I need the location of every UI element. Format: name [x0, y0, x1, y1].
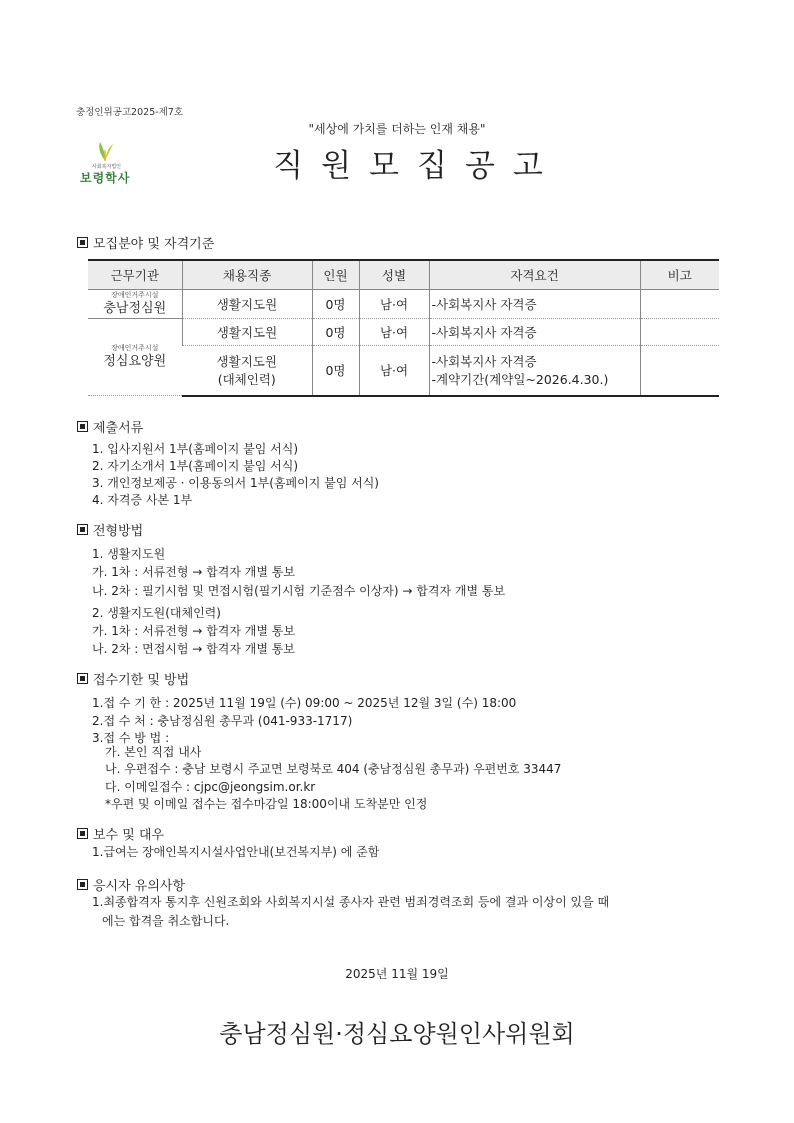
- table-cell-job: 생활지도원: [182, 319, 312, 346]
- section-heading-selection: [77, 520, 143, 539]
- logo-name: 보령학사: [80, 171, 131, 185]
- section-title: 접수기한 및 방법: [93, 673, 190, 688]
- square-bullet-icon: [77, 673, 88, 684]
- table-header: 인원: [312, 260, 359, 290]
- list-item: 1. 입사지원서 1부(홈페이지 붙임 서식): [92, 442, 298, 456]
- list-item: 나. 2차 : 면접시험 → 합격자 개별 통보: [92, 642, 295, 656]
- list-item: 가. 1차 : 서류전형 → 합격자 개별 통보: [92, 565, 295, 579]
- table-cell-note: [640, 290, 719, 319]
- section-heading-documents: [77, 417, 143, 436]
- org-name: 충남정심원: [103, 301, 167, 316]
- list-item: 1.접 수 기 한 : 2025년 11월 19일 (수) 09:00 ~ 2025년 12월 3일 (수) 18:00: [92, 696, 517, 710]
- section-title: 제출서류: [93, 421, 144, 436]
- list-item: 3.접 수 방 법 :: [92, 731, 170, 745]
- announcement-date: 2025년 11월 19일: [345, 967, 449, 981]
- table-row: [88, 319, 719, 346]
- table-header: 근무기관: [88, 260, 182, 290]
- table-cell-gender: 남·여: [359, 290, 429, 319]
- table-cell-note: [640, 319, 719, 346]
- table-cell-job: 생활지도원: [182, 290, 312, 319]
- organization-logo: [80, 140, 140, 184]
- table-cell-count: 0명: [312, 290, 359, 319]
- square-bullet-icon: [77, 828, 88, 839]
- table-header: 자격요건: [429, 260, 640, 290]
- issuer-signature: 충남정심원·정심요양원인사위원회: [219, 1020, 575, 1048]
- table-cell-qualification: [429, 346, 640, 396]
- list-item: 2. 생활지도원(대체인력): [92, 606, 221, 620]
- table-header: 성별: [359, 260, 429, 290]
- table-header: 비고: [640, 260, 719, 290]
- table-cell-job: [182, 346, 312, 396]
- list-item: 에는 합격을 취소합니다.: [102, 914, 230, 928]
- recruitment-table: [88, 259, 719, 397]
- list-item: 나. 우편접수 : 충남 보령시 주교면 보령북로 404 (충남정심원 총무과) 우편번호 33447: [105, 762, 562, 776]
- table-cell-org: [88, 290, 182, 319]
- table-cell-org: [88, 319, 182, 396]
- list-item: 4. 자격증 사본 1부: [92, 493, 193, 507]
- document-number: 충정인위공고2025-제7호: [76, 107, 184, 118]
- section-heading-compensation: [77, 824, 164, 843]
- contract-period-line: -계약기간(계약일~2026.4.30.): [431, 372, 609, 388]
- table-cell-count: 0명: [312, 346, 359, 396]
- section-title: 응시자 유의사항: [93, 879, 186, 894]
- job-title: 생활지도원: [216, 354, 277, 370]
- org-name: 정심요양원: [103, 354, 167, 369]
- section-heading-recruitment: [77, 233, 214, 252]
- section-heading-notice: [77, 875, 185, 894]
- list-item: 1.최종합격자 통지후 신원조회와 사회복지시설 종사자 관련 범죄경력조회 등에 결과 이상이 있을 때: [92, 895, 610, 909]
- list-item: 2.접 수 처 : 충남정심원 총무과 (041-933-1717): [92, 714, 353, 728]
- org-category: 장애인거주시설: [111, 291, 159, 299]
- job-subtitle: (대체인력): [217, 372, 276, 388]
- leaf-logo-icon: [94, 140, 116, 162]
- table-cell-gender: 남·여: [359, 319, 429, 346]
- page-title: 직원모집공고: [273, 148, 561, 184]
- square-bullet-icon: [77, 421, 88, 432]
- list-item: 1. 생활지도원: [92, 547, 166, 561]
- list-item: 나. 2차 : 필기시험 및 면접시험(필기시험 기준점수 이상자) → 합격자 개별 통보: [92, 584, 506, 598]
- qualification-line: -사회복지사 자격증: [431, 354, 537, 370]
- list-item: 가. 본인 직접 내사: [105, 745, 202, 759]
- square-bullet-icon: [77, 237, 88, 248]
- section-title: 모집분야 및 자격기준: [93, 237, 215, 252]
- list-item: *우편 및 이메일 접수는 접수마감일 18:00이내 도착분만 인정: [105, 797, 428, 811]
- square-bullet-icon: [77, 879, 88, 890]
- section-title: 보수 및 대우: [93, 828, 165, 843]
- list-item: 가. 1차 : 서류전형 → 합격자 개별 통보: [92, 624, 295, 638]
- section-heading-application: [77, 669, 189, 688]
- list-item: 다. 이메일접수 : cjpc@jeongsim.or.kr: [105, 780, 316, 794]
- table-cell-qualification: -사회복지사 자격증: [429, 290, 640, 319]
- table-row: [88, 290, 719, 319]
- slogan: "세상에 가치를 더하는 인재 채용": [308, 122, 486, 136]
- table-header: 채용직종: [182, 260, 312, 290]
- table-cell-gender: 남·여: [359, 346, 429, 396]
- org-category: 장애인거주시설: [111, 344, 159, 352]
- table-cell-note: [640, 346, 719, 396]
- square-bullet-icon: [77, 524, 88, 535]
- list-item: 1.급여는 장애인복지시설사업안내(보건복지부) 에 준함: [92, 845, 380, 859]
- logo-subtitle: 사회복지법인: [92, 164, 121, 170]
- section-title: 전형방법: [93, 524, 144, 539]
- table-row: [88, 346, 719, 396]
- list-item: 2. 자기소개서 1부(홈페이지 붙임 서식): [92, 459, 298, 473]
- list-item: 3. 개인정보제공 · 이용동의서 1부(홈페이지 붙임 서식): [92, 476, 379, 490]
- table-cell-qualification: -사회복지사 자격증: [429, 319, 640, 346]
- table-header-row: [88, 260, 719, 290]
- table-cell-count: 0명: [312, 319, 359, 346]
